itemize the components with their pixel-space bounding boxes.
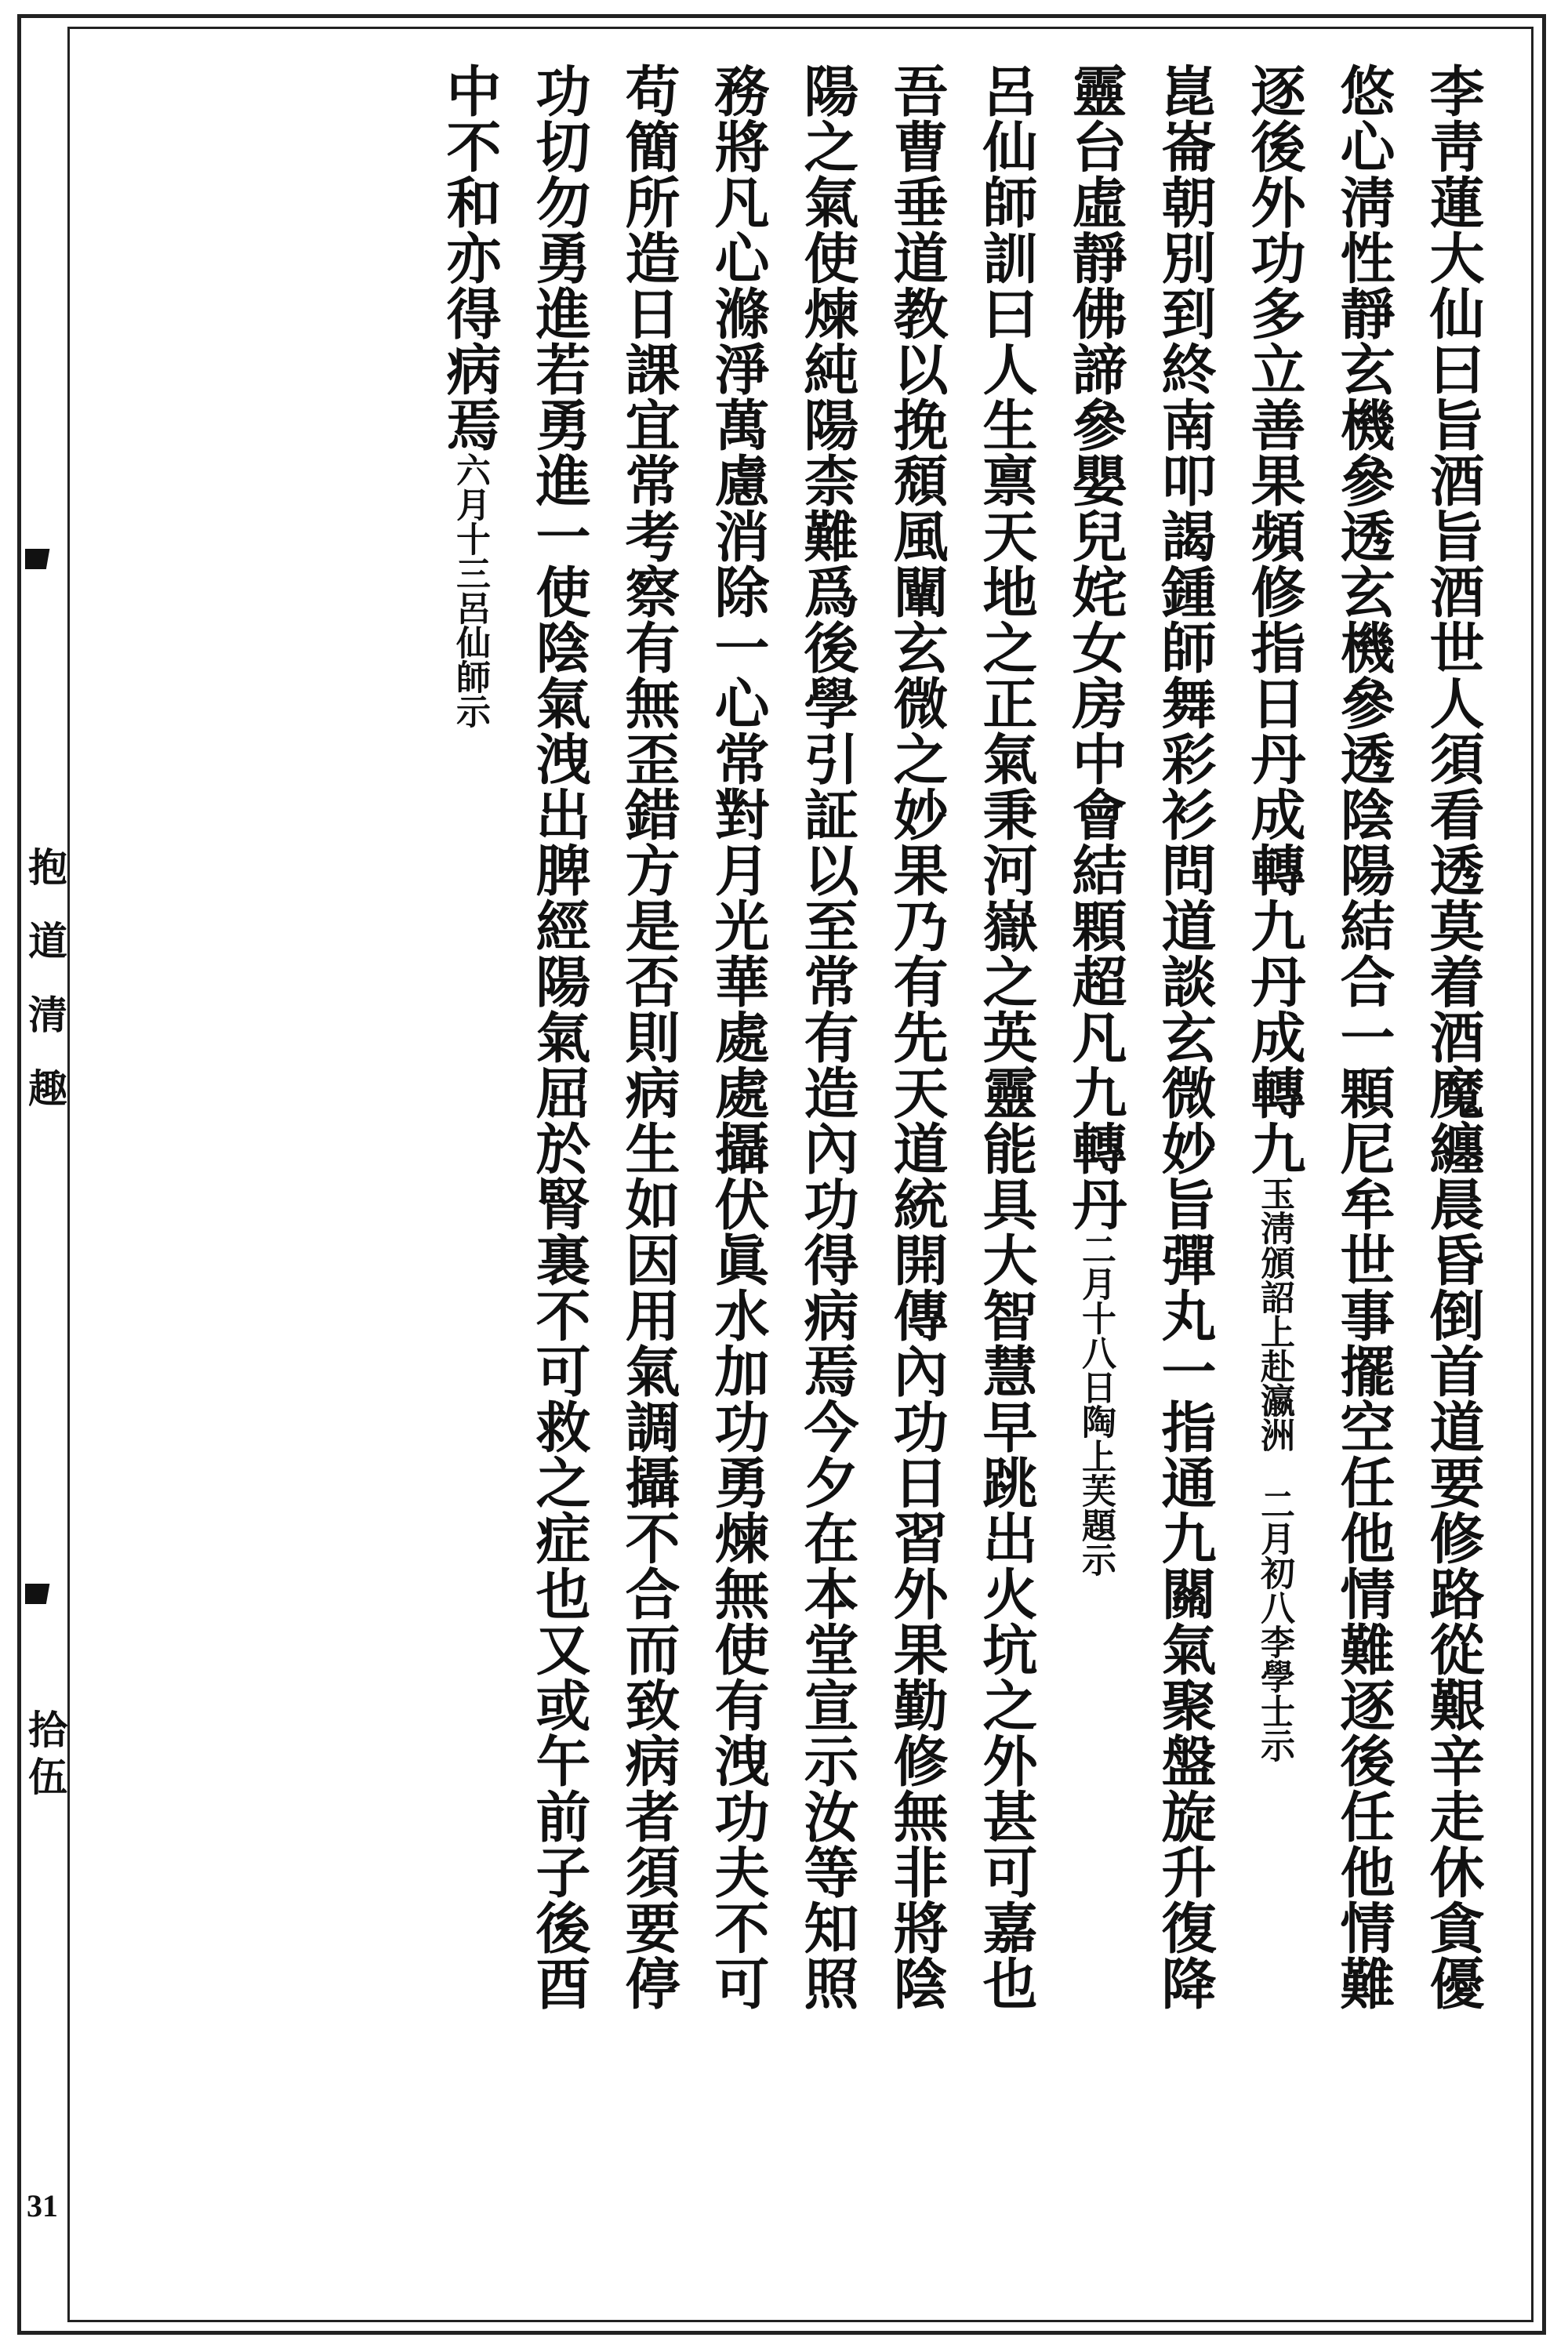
gutter-mark-bottom [25, 1584, 66, 1604]
column-text: 功切勿勇進若勇進一使陰氣洩出脾經陽氣屈於腎裏不可救之症也又或午前子後酉 [527, 63, 592, 2011]
column-text: 吾曹垂道教以挽頹風闡玄微之妙果乃有先天道統開傳內功日習外果勤修無非將陰 [884, 63, 949, 2011]
column-text: 呂仙師訓曰人生禀天地之正氣秉河嶽之英靈能具大智慧早跳出火坑之外甚可嘉也 [974, 63, 1039, 2011]
column-text: 靈台虛靜佛諦參嬰兒姹女房中會結顆超凡九轉丹 [1063, 63, 1128, 1232]
signature-note: 六月十三呂仙師示 [450, 452, 490, 728]
text-column [425, 63, 514, 2305]
signature-note: 玉淸頒詔上赴瀛洲 二月初八李學士示 [1254, 1176, 1294, 1762]
text-column [604, 63, 693, 2305]
text-column [1140, 63, 1229, 2305]
column-text: 逐後外功多立善果頻修指日丹成轉九丹成轉九 [1242, 63, 1307, 1176]
body-text [102, 63, 1497, 2305]
text-column [1408, 63, 1497, 2305]
text-column [782, 63, 872, 2305]
page-number: 31 [27, 2188, 58, 2223]
gutter-title: 抱道清趣 [22, 847, 68, 1142]
text-column [1229, 63, 1319, 2305]
column-text: 中不和亦得病焉 [437, 63, 503, 452]
column-text: 陽之氣使煉純陽柰難爲後學引証以至常有造內功得病焉今夕在本堂宣示汝等知照 [795, 63, 860, 2011]
text-column [872, 63, 961, 2305]
text-column [693, 63, 782, 2305]
column-text: 悠心淸性靜玄機參透玄機參透陰陽結合一顆尼牟世事擺空任他情難逐後任他情難 [1331, 63, 1396, 2011]
text-column [514, 63, 604, 2305]
gutter [22, 549, 67, 2274]
gutter-folio: 拾伍 [22, 1709, 68, 1803]
signature-note: 二月十八日陶上芙題示 [1076, 1232, 1116, 1577]
text-column [1319, 63, 1408, 2305]
gutter-mark-top [25, 549, 66, 569]
text-column [961, 63, 1051, 2305]
column-text: 崑崙朝別到終南叩謁鍾師舞彩衫問道談玄微妙旨彈丸一指通九關氣聚盤旋升復降 [1152, 63, 1218, 2011]
column-text: 李靑蓮大仙曰旨酒旨酒世人須看透莫着酒魔纏晨昏倒首道要修路從艱辛走休貪優 [1421, 63, 1486, 2011]
column-text: 務將凡心滌淨萬慮消除一心常對月光華處處攝伏眞水加功勇煉無使有洩功夫不可 [706, 63, 771, 2011]
column-text: 苟簡所造日課宜常考察有無歪錯方是否則病生如因用氣調攝不合而致病者須要停 [616, 63, 681, 2011]
text-column [1051, 63, 1140, 2305]
